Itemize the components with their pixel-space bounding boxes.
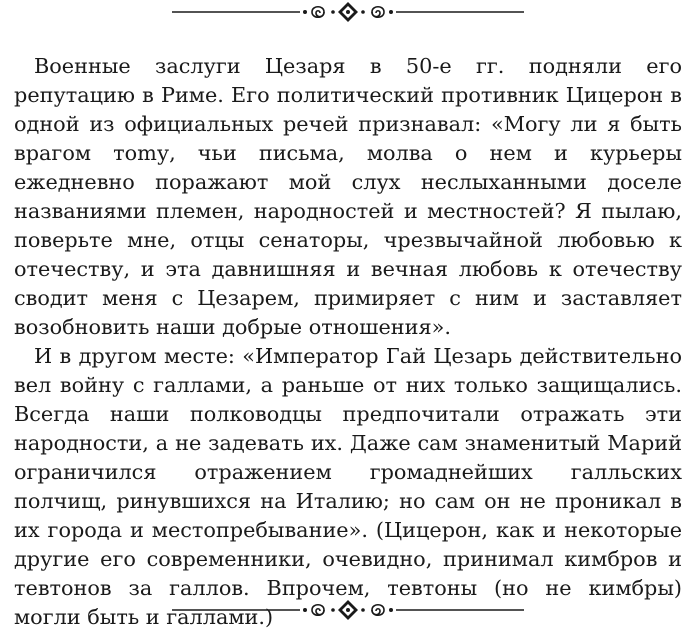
top-ornament-divider xyxy=(0,0,696,24)
scroll-ornament-icon xyxy=(0,0,696,24)
paragraph-2: И в другом месте: «Император Гай Цезарь действительно вел войну с галлами, а раньше от них только защищались. Всегда наши полководцы предпочитали отражать эти народности, а не задевать их. Даже сам знаменитый Марий ограничился отражением громаднейших галльских полчищ, ринувшихся на Италию; но сам он не проникал в их города и местопребывание». (Цицерон, как и некоторые другие его современники, очевидно, принимал кимбров и тевтонов за галлов. Впрочем, тевтоны (но не кимбры) могли быть и галлами.) xyxy=(14,344,682,629)
scroll-ornament-icon xyxy=(0,598,696,622)
bottom-ornament-divider xyxy=(0,598,696,622)
paragraph-1: Военные заслуги Цезаря в 50-е гг. подняли его репутацию в Риме. Его политический противник Цицерон в одной из официальных речей признавал: «Могу ли я быть врагом тоmу, чьи письма, молва о нем и курьеры ежедневно поражают мой слух неслыханными доселе названиями племен, народностей и местностей? Я пылаю, поверьте мне, отцы сенаторы, чрезвычайной любовью к отечеству, и эта давнишняя и вечная любовь к отечеству сводит меня с Цезарем, примиряет с ним и заставляет возобновить наши добрые отношения». xyxy=(14,54,682,339)
article-text xyxy=(14,52,682,632)
